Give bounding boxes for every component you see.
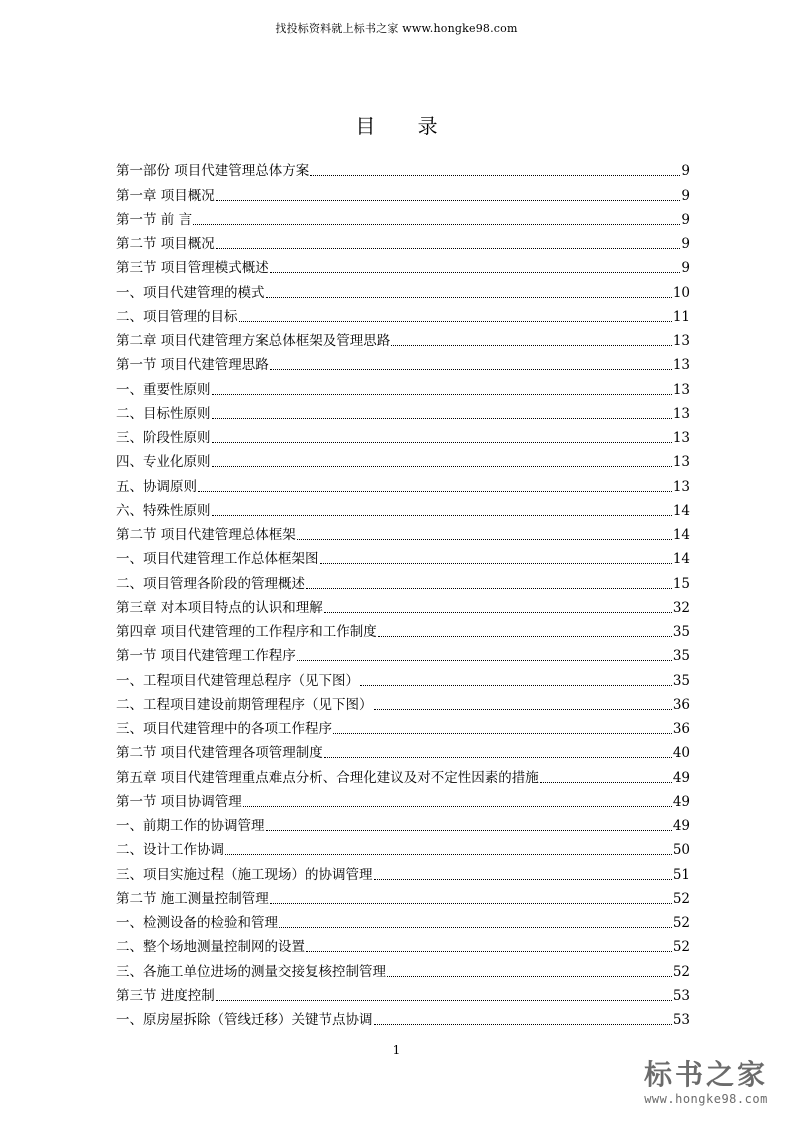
toc-entry[interactable] [116,544,690,568]
toc-entry-title: 一、工程项目代建管理总程序（见下图） [116,672,359,689]
toc-leader-dots [212,441,672,443]
toc-entry[interactable] [116,617,690,641]
toc-entry[interactable] [116,156,690,180]
toc-leader-dots [333,732,672,734]
toc-entry[interactable] [116,205,690,229]
toc-leader-dots [378,635,672,637]
toc-entry-page: 52 [672,915,690,931]
toc-entry-page: 53 [672,987,690,1004]
toc-entry[interactable] [116,253,690,277]
toc-leader-dots [324,611,672,613]
toc-entry-page: 14 [672,551,690,568]
toc-entry[interactable] [116,956,690,980]
toc-entry-page: 49 [672,793,690,810]
toc-entry[interactable] [116,326,690,350]
toc-entry-page: 15 [672,575,690,592]
toc-entry-title: 二、工程项目建设前期管理程序（见下图） [116,696,373,713]
toc-entry-page: 13 [672,430,690,446]
toc-entry-title: 二、整个场地测量控制网的设置 [116,939,305,956]
toc-entry-page: 49 [672,769,690,786]
toc-entry[interactable] [116,932,690,956]
toc-entry[interactable] [116,496,690,520]
toc-leader-dots [391,344,672,346]
toc-leader-dots [266,829,672,831]
toc-entry-title: 五、协调原则 [116,478,197,495]
toc-entry-page: 36 [672,721,690,737]
toc-entry-page: 40 [672,745,690,762]
toc-leader-dots [374,1023,672,1025]
toc-entry-title: 第四章 项目代建管理的工作程序和工作制度 [116,624,377,640]
toc-entry-page: 35 [672,624,690,640]
toc-leader-dots [239,320,672,322]
toc-leader-dots [279,926,672,928]
toc-leader-dots [243,805,672,807]
toc-entry[interactable] [116,1005,690,1029]
toc-entry-title: 第二节 项目代建管理各项管理制度 [116,745,323,762]
watermark-logo [631,1058,781,1110]
toc-entry[interactable] [116,859,690,883]
toc-entry-page: 13 [672,454,690,471]
toc-entry[interactable] [116,447,690,471]
toc-entry-title: 六、特殊性原则 [116,502,211,519]
toc-leader-dots [270,902,672,904]
toc-entry-page: 53 [672,1012,690,1028]
toc-leader-dots [374,878,672,880]
toc-entry-page: 9 [681,236,690,252]
toc-entry-page: 35 [672,648,690,665]
toc-entry-page: 32 [672,599,690,616]
toc-entry[interactable] [116,302,690,326]
toc-entry[interactable] [116,835,690,859]
toc-entry-title: 第二节 施工测量控制管理 [116,890,269,907]
toc-entry-title: 四、专业化原则 [116,454,211,471]
toc-entry[interactable] [116,350,690,374]
toc-leader-dots [216,199,681,201]
toc-leader-dots [270,368,672,370]
toc-entry-title: 一、检测设备的检验和管理 [116,915,278,931]
toc-entry-title: 第二节 项目概况 [116,236,215,252]
toc-entry-page: 13 [672,357,690,374]
toc-entry-page: 36 [672,696,690,713]
toc-entry-title: 二、设计工作协调 [116,842,224,859]
toc-entry[interactable] [116,908,690,932]
toc-leader-dots [212,514,672,516]
toc-entry-title: 一、项目代建管理的模式 [116,284,265,301]
toc-leader-dots [306,587,672,589]
toc-leader-dots [310,174,680,176]
toc-leader-dots [266,296,672,298]
toc-leader-dots [374,708,672,710]
toc-entry-title: 一、原房屋拆除（管线迁移）关键节点协调 [116,1012,373,1028]
toc-entry[interactable] [116,981,690,1005]
toc-entry-page: 13 [672,478,690,495]
toc-leader-dots [216,999,672,1001]
toc-leader-dots [297,538,672,540]
toc-entry[interactable] [116,714,690,738]
toc-entry-page: 9 [681,187,690,204]
toc-entry-title: 第一节 前 言 [116,211,193,228]
header-note: 找投标资料就上标书之家 www.hongke98.com [275,22,518,35]
toc-entry-page: 51 [672,866,690,883]
toc-entry-page: 52 [672,890,690,907]
toc-leader-dots [212,393,672,395]
toc-entry[interactable] [116,471,690,495]
toc-entry[interactable] [116,641,690,665]
toc-entry[interactable] [116,787,690,811]
toc-entry-page: 13 [672,405,690,422]
toc-entry-page: 35 [672,672,690,689]
toc-leader-dots [225,853,672,855]
toc-entry[interactable] [116,665,690,689]
toc-entry[interactable] [116,593,690,617]
toc-list [116,156,690,1029]
watermark-logo-text: 标书之家 [643,1058,768,1091]
toc-entry[interactable] [116,180,690,204]
toc-entry-page: 49 [672,818,690,834]
toc-leader-dots [270,271,681,273]
toc-entry-page: 11 [672,308,690,325]
toc-entry-title: 一、前期工作的协调管理 [116,818,265,834]
toc-entry[interactable] [116,568,690,592]
toc-entry[interactable] [116,811,690,835]
toc-entry-page: 9 [681,260,690,277]
toc-entry[interactable] [116,762,690,786]
toc-entry-title: 第一节 项目协调管理 [116,793,242,810]
toc-entry-page: 52 [672,939,690,956]
toc-entry-page: 14 [672,527,690,543]
toc-leader-dots [320,562,672,564]
toc-entry-title: 一、项目代建管理工作总体框架图 [116,551,319,568]
toc-entry-title: 三、项目实施过程（施工现场）的协调管理 [116,866,373,883]
page-number: 1 [392,1043,401,1057]
toc-leader-dots [324,756,672,758]
toc-entry-title: 第二节 项目代建管理总体框架 [116,527,296,543]
toc-entry[interactable] [116,229,690,253]
toc-entry-page: 52 [672,963,690,980]
toc-leader-dots [360,684,672,686]
toc-entry-title: 一、重要性原则 [116,381,211,398]
toc-entry-title: 第一部份 项目代建管理总体方案 [116,163,310,180]
toc-leader-dots [387,975,672,977]
toc-leader-dots [193,223,680,225]
toc-entry[interactable] [116,374,690,398]
toc-entry-title: 三、各施工单位进场的测量交接复核控制管理 [116,963,386,980]
toc-entry-title: 第三章 对本项目特点的认识和理解 [116,599,323,616]
toc-entry[interactable] [116,884,690,908]
toc-entry[interactable] [116,399,690,423]
toc-leader-dots [306,950,672,952]
toc-entry-title: 三、阶段性原则 [116,430,211,446]
toc-entry-title: 第二章 项目代建管理方案总体框架及管理思路 [116,333,391,349]
toc-leader-dots [540,781,672,783]
toc-leader-dots [212,465,672,467]
toc-entry-title: 二、目标性原则 [116,405,211,422]
toc-leader-dots [198,490,672,492]
toc-entry-title: 二、项目管理各阶段的管理概述 [116,575,305,592]
toc-entry-page: 13 [672,381,690,398]
toc-leader-dots [216,247,681,249]
toc-entry-title: 第一节 项目代建管理工作程序 [116,648,296,665]
watermark-url: www.hongke98.com [644,1092,768,1106]
toc-entry[interactable] [116,520,690,544]
toc-entry[interactable] [116,423,690,447]
toc-entry[interactable] [116,277,690,301]
toc-entry[interactable] [116,738,690,762]
toc-entry-title: 第一章 项目概况 [116,187,215,204]
toc-entry-title: 第一节 项目代建管理思路 [116,357,269,374]
toc-entry-title: 第三节 进度控制 [116,987,215,1004]
toc-entry-page: 50 [672,842,690,859]
toc-entry-title: 二、项目管理的目标 [116,308,238,325]
toc-entry-page: 10 [672,284,690,301]
toc-entry-page: 9 [681,163,690,180]
toc-entry-page: 14 [672,502,690,519]
toc-title: 目 录 [355,114,456,138]
toc-entry-title: 三、项目代建管理中的各项工作程序 [116,721,332,737]
toc-leader-dots [212,417,672,419]
toc-entry-page: 13 [672,333,690,349]
toc-entry-page: 9 [681,211,690,228]
toc-entry-title: 第三节 项目管理模式概述 [116,260,269,277]
toc-leader-dots [297,659,672,661]
toc-entry-title: 第五章 项目代建管理重点难点分析、合理化建议及对不定性因素的措施 [116,769,539,786]
toc-entry[interactable] [116,690,690,714]
